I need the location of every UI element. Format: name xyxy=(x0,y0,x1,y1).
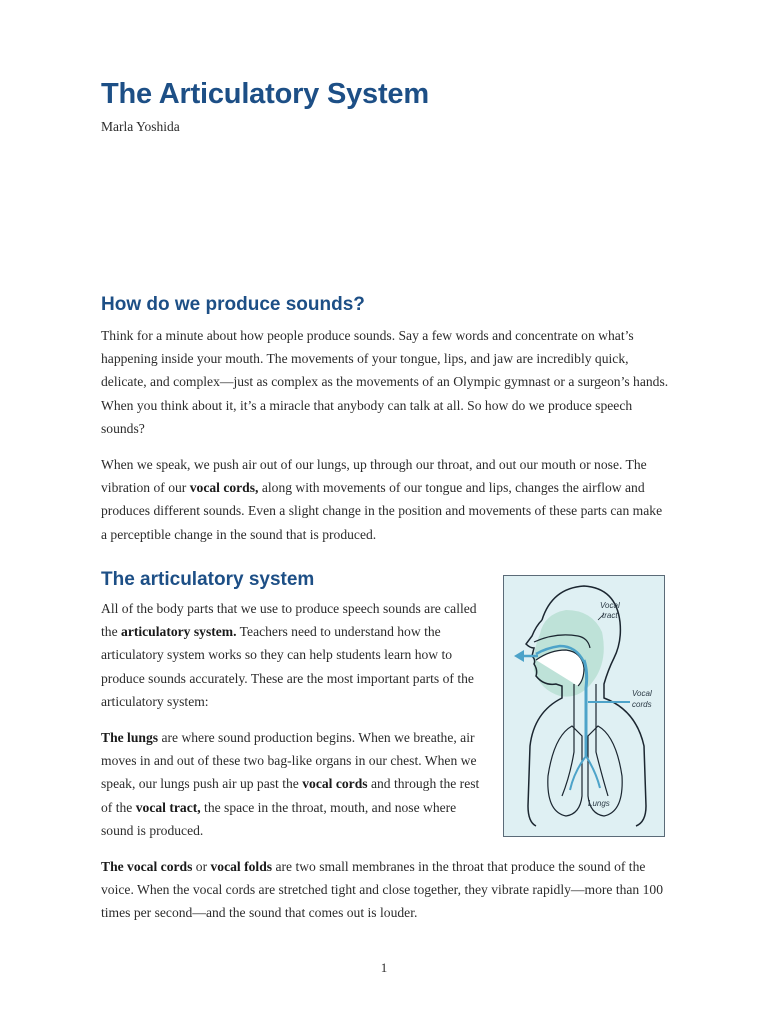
paragraph-text: All of the body parts that we use to produce speech sounds are called the xyxy=(101,601,477,640)
paragraph-text: and through the rest of the xyxy=(101,776,480,815)
paragraph-vocal-cords xyxy=(101,855,671,925)
bold-term-vocal-cords: vocal cords, xyxy=(189,480,259,496)
diagram-svg xyxy=(504,576,663,835)
author-name: Marla Yoshida xyxy=(101,119,180,134)
paragraph-text: Think for a minute about how people produce sounds. Say a few words and concentrate on what’s happening inside your mouth. The movements of your tongue, lips, and jaw are incredibly quick, delicate, and complex—just as complex as the movements of an Olympic gymnast or a surgeon’s hands. When you think about it, it’s a miracle that anybody can talk at all. So how do we produce speech sounds? xyxy=(101,328,669,436)
paragraph-speech-airflow xyxy=(101,453,671,546)
bold-term-lungs: The lungs xyxy=(101,730,159,745)
bold-term-vocal-tract: vocal tract, xyxy=(135,799,201,815)
label-cords: cords xyxy=(632,700,652,709)
label-vocal: Vocal xyxy=(600,601,620,610)
paragraph-intro xyxy=(101,324,671,440)
page-title: The Articulatory System xyxy=(101,78,429,110)
paragraph-text: are two small membranes in the throat that produce the sound of the voice. When the vocal cords are stretched tight and close together, they vibrate rapidly—more than 100 times per second—and the sound that comes out is louder. xyxy=(101,859,664,921)
bold-term-vocal-folds: vocal folds xyxy=(210,859,273,874)
bold-term-vocal-cords: The vocal cords xyxy=(101,859,193,874)
paragraph-text: or xyxy=(192,859,211,874)
bold-term-articulatory-system: articulatory system. xyxy=(121,624,237,640)
label-tract: tract xyxy=(602,611,618,620)
paragraph-text: are where sound production begins. When we breathe, air moves in and out of these two bag-like organs in our chest. When we speak, our lungs push air up past the xyxy=(101,730,477,792)
bronchi xyxy=(570,756,600,790)
label-lungs: Lungs xyxy=(588,799,610,808)
paragraph-text: Teachers need to understand how the articulatory system works so they can help students learn how to produce sounds accurately. These are the most important parts of the articulatory system: xyxy=(101,624,474,709)
paragraph-text: When we speak, we push air out of our lungs, up through our throat, and out our mouth or nose. The vibration of our xyxy=(101,457,647,496)
bold-term-vocal-cords: vocal cords xyxy=(302,776,368,792)
section-heading-produce-sounds: How do we produce sounds? xyxy=(101,294,365,315)
paragraph-lungs xyxy=(101,726,491,842)
paragraph-text: the space in the throat, mouth, and nose where sound is produced. xyxy=(101,799,457,838)
paragraph-articulatory-definition xyxy=(101,597,486,713)
page-number: 1 xyxy=(380,960,388,975)
label-vocal-2: Vocal xyxy=(632,689,652,698)
paragraph-text: along with movements of our tongue and lips, changes the airflow and produces different sounds. Even a slight change in the position and movements of these parts can make a perceptible change in the sound that is produced. xyxy=(101,480,663,542)
articulatory-system-diagram xyxy=(503,575,665,837)
section-heading-articulatory-system: The articulatory system xyxy=(101,569,315,590)
